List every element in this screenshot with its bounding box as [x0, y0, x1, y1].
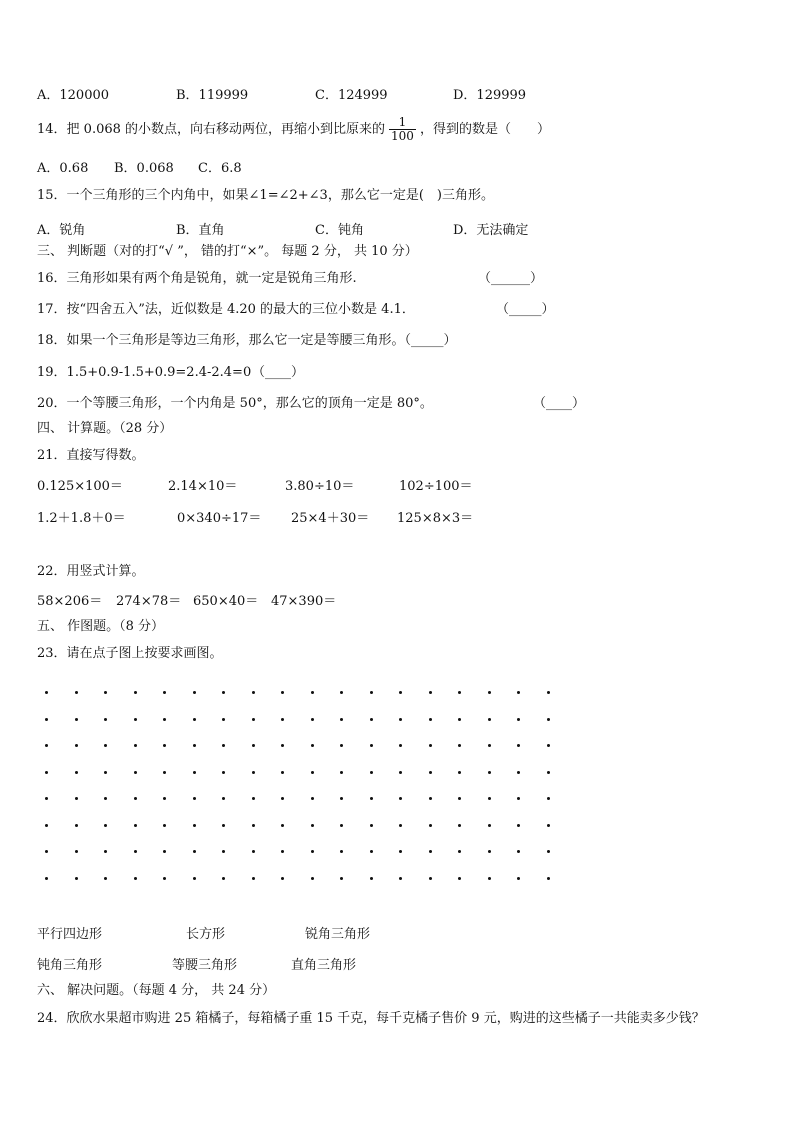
grid-dot[interactable] — [488, 850, 491, 853]
grid-dot[interactable] — [281, 877, 284, 880]
grid-dot[interactable] — [252, 691, 255, 694]
q14-option-b: B．0.068 — [114, 161, 174, 176]
grid-dot[interactable] — [488, 824, 491, 827]
q19-answer-blank[interactable]: （____） — [252, 365, 305, 380]
shape-label: 锐角三角形 — [305, 927, 371, 942]
grid-dot[interactable] — [488, 797, 491, 800]
grid-dot[interactable] — [222, 797, 225, 800]
grid-dot[interactable] — [163, 797, 166, 800]
grid-dot[interactable] — [370, 824, 373, 827]
question-18: 18．如果一个三角形是等边三角形，那么它一定是等腰三角形。（_____） — [37, 333, 457, 348]
grid-dot[interactable] — [134, 877, 137, 880]
grid-dot[interactable] — [193, 691, 196, 694]
grid-dot[interactable] — [517, 718, 520, 721]
grid-dot[interactable] — [311, 744, 314, 747]
question-23-title: 23．请在点子图上按要求画图。 — [37, 646, 223, 661]
q22-item: 274×78＝ — [116, 594, 182, 609]
grid-dot[interactable] — [281, 850, 284, 853]
q15-option-b: B．直角 — [176, 223, 225, 238]
grid-dot[interactable] — [517, 771, 520, 774]
q14-prefix: 14．把 0.068 的小数点，向右移动两位，再缩小到比原来的 — [37, 122, 386, 137]
grid-dot[interactable] — [458, 797, 461, 800]
grid-dot[interactable] — [311, 877, 314, 880]
grid-dot[interactable] — [547, 771, 550, 774]
shape-label: 长方形 — [186, 927, 226, 942]
grid-dot[interactable] — [193, 744, 196, 747]
grid-dot[interactable] — [488, 744, 491, 747]
grid-dot[interactable] — [75, 718, 78, 721]
grid-dot[interactable] — [163, 850, 166, 853]
grid-dot[interactable] — [252, 824, 255, 827]
shape-label: 平行四边形 — [37, 927, 103, 942]
grid-dot[interactable] — [281, 771, 284, 774]
q14-option-c: C．6.8 — [198, 161, 242, 176]
grid-dot[interactable] — [163, 691, 166, 694]
grid-dot[interactable] — [222, 744, 225, 747]
question-22-title: 22．用竖式计算。 — [37, 564, 145, 579]
grid-dot[interactable] — [429, 771, 432, 774]
grid-dot[interactable] — [252, 877, 255, 880]
question-20: 20．一个等腰三角形，一个内角是 50°，那么它的顶角一定是 80°。 — [37, 396, 433, 411]
grid-dot[interactable] — [75, 877, 78, 880]
grid-dot[interactable] — [429, 797, 432, 800]
grid-dot[interactable] — [222, 771, 225, 774]
q21-item: 0×340÷17＝ — [177, 511, 262, 526]
grid-dot[interactable] — [311, 850, 314, 853]
grid-dot[interactable] — [163, 824, 166, 827]
grid-dot[interactable] — [488, 718, 491, 721]
grid-dot[interactable] — [458, 718, 461, 721]
grid-dot[interactable] — [399, 850, 402, 853]
grid-dot[interactable] — [75, 850, 78, 853]
grid-dot[interactable] — [340, 824, 343, 827]
grid-dot[interactable] — [134, 718, 137, 721]
grid-dot[interactable] — [399, 797, 402, 800]
grid-dot[interactable] — [193, 850, 196, 853]
grid-dot[interactable] — [399, 691, 402, 694]
grid-dot[interactable] — [75, 691, 78, 694]
grid-dot[interactable] — [517, 797, 520, 800]
q15-option-d: D．无法确定 — [453, 223, 529, 238]
grid-dot[interactable] — [311, 718, 314, 721]
q21-item: 102÷100＝ — [399, 479, 473, 494]
grid-dot[interactable] — [222, 850, 225, 853]
question-15: 15．一个三角形的三个内角中，如果∠1=∠2+∠3，那么它一定是( )三角形。 — [37, 188, 494, 203]
grid-dot[interactable] — [458, 744, 461, 747]
grid-dot[interactable] — [517, 691, 520, 694]
grid-dot[interactable] — [547, 850, 550, 853]
grid-dot[interactable] — [45, 771, 48, 774]
grid-dot[interactable] — [75, 797, 78, 800]
grid-dot[interactable] — [104, 824, 107, 827]
question-16: 16．三角形如果有两个角是锐角，就一定是锐角三角形. — [37, 271, 357, 286]
grid-dot[interactable] — [458, 691, 461, 694]
q13-option-a: A．120000 — [37, 88, 110, 103]
section-5-heading: 五、 作图题。（8 分） — [37, 619, 165, 634]
grid-dot[interactable] — [429, 877, 432, 880]
grid-dot[interactable] — [370, 691, 373, 694]
grid-dot[interactable] — [134, 771, 137, 774]
grid-dot[interactable] — [370, 877, 373, 880]
grid-dot[interactable] — [547, 877, 550, 880]
q20-answer-blank[interactable]: （____） — [533, 396, 586, 411]
grid-dot[interactable] — [340, 797, 343, 800]
shape-label: 等腰三角形 — [172, 958, 238, 973]
grid-dot[interactable] — [75, 744, 78, 747]
grid-dot[interactable] — [252, 797, 255, 800]
grid-dot[interactable] — [458, 877, 461, 880]
q21-item: 125×8×3＝ — [397, 511, 474, 526]
q21-item: 25×4＋30＝ — [291, 511, 370, 526]
q14-fraction-numerator: 1 — [389, 116, 416, 130]
grid-dot[interactable] — [340, 744, 343, 747]
grid-dot[interactable] — [399, 718, 402, 721]
grid-dot[interactable] — [370, 744, 373, 747]
grid-dot[interactable] — [488, 877, 491, 880]
grid-dot[interactable] — [134, 691, 137, 694]
question-21-title: 21．直接写得数。 — [37, 448, 145, 463]
grid-dot[interactable] — [429, 850, 432, 853]
grid-dot[interactable] — [370, 797, 373, 800]
grid-dot[interactable] — [252, 771, 255, 774]
shape-label: 钝角三角形 — [37, 958, 103, 973]
grid-dot[interactable] — [370, 850, 373, 853]
grid-dot[interactable] — [252, 718, 255, 721]
question-19: 19．1.5+0.9-1.5+0.9=2.4-2.4=0 — [37, 365, 252, 380]
grid-dot[interactable] — [399, 877, 402, 880]
grid-dot[interactable] — [45, 691, 48, 694]
section-3-heading: 三、 判断题（对的打“√ ”， 错的打“×”。 每题 2 分， 共 10 分） — [37, 244, 418, 259]
grid-dot[interactable] — [193, 718, 196, 721]
grid-dot[interactable] — [134, 850, 137, 853]
grid-dot[interactable] — [75, 771, 78, 774]
q15-option-a: A．锐角 — [37, 223, 86, 238]
grid-dot[interactable] — [45, 718, 48, 721]
question-17: 17．按“四舍五入”法，近似数是 4.20 的最大的三位小数是 4.1． — [37, 302, 415, 317]
grid-dot[interactable] — [488, 771, 491, 774]
grid-dot[interactable] — [547, 691, 550, 694]
q16-answer-blank[interactable]: （______） — [478, 271, 544, 286]
grid-dot[interactable] — [45, 877, 48, 880]
grid-dot[interactable] — [104, 877, 107, 880]
grid-dot[interactable] — [45, 824, 48, 827]
q14-fraction — [389, 116, 416, 143]
q22-item: 650×40＝ — [193, 594, 259, 609]
q21-item: 1.2＋1.8＋0＝ — [37, 511, 126, 526]
grid-dot[interactable] — [547, 797, 550, 800]
q15-option-c: C．钝角 — [315, 223, 364, 238]
grid-dot[interactable] — [104, 771, 107, 774]
grid-dot[interactable] — [104, 850, 107, 853]
grid-dot[interactable] — [399, 744, 402, 747]
q22-item: 58×206＝ — [37, 594, 103, 609]
grid-dot[interactable] — [281, 744, 284, 747]
grid-dot[interactable] — [193, 877, 196, 880]
grid-dot[interactable] — [429, 691, 432, 694]
grid-dot[interactable] — [104, 691, 107, 694]
grid-dot[interactable] — [458, 771, 461, 774]
grid-dot[interactable] — [517, 877, 520, 880]
q22-item: 47×390＝ — [271, 594, 337, 609]
q14-suffix: ，得到的数是（ ） — [419, 122, 550, 137]
grid-dot[interactable] — [163, 771, 166, 774]
q14-option-a: A．0.68 — [37, 161, 89, 176]
grid-dot[interactable] — [104, 744, 107, 747]
grid-dot[interactable] — [340, 771, 343, 774]
grid-dot[interactable] — [517, 850, 520, 853]
grid-dot[interactable] — [75, 824, 78, 827]
grid-dot[interactable] — [429, 744, 432, 747]
grid-dot[interactable] — [45, 744, 48, 747]
grid-dot[interactable] — [134, 824, 137, 827]
grid-dot[interactable] — [340, 877, 343, 880]
grid-dot[interactable] — [340, 691, 343, 694]
grid-dot[interactable] — [547, 744, 550, 747]
grid-dot[interactable] — [311, 771, 314, 774]
grid-dot[interactable] — [252, 850, 255, 853]
question-24: 24．欣欣水果超市购进 25 箱橘子，每箱橘子重 15 千克，每千克橘子售价 9 元，购进的这些橘子一共能卖多少钱？ — [37, 1011, 705, 1026]
grid-dot[interactable] — [281, 824, 284, 827]
grid-dot[interactable] — [311, 824, 314, 827]
q17-answer-blank[interactable]: （_____） — [496, 302, 555, 317]
grid-dot[interactable] — [547, 718, 550, 721]
shape-label: 直角三角形 — [291, 958, 357, 973]
grid-dot[interactable] — [45, 850, 48, 853]
grid-dot[interactable] — [399, 824, 402, 827]
q14-fraction-denominator: 100 — [391, 129, 414, 143]
q13-option-b: B．119999 — [176, 88, 249, 103]
grid-dot[interactable] — [163, 744, 166, 747]
grid-dot[interactable] — [340, 718, 343, 721]
section-4-heading: 四、 计算题。（28 分） — [37, 421, 173, 436]
grid-dot[interactable] — [281, 718, 284, 721]
grid-dot[interactable] — [311, 797, 314, 800]
grid-dot[interactable] — [399, 771, 402, 774]
q13-option-c: C．124999 — [315, 88, 388, 103]
grid-dot[interactable] — [281, 797, 284, 800]
grid-dot[interactable] — [222, 824, 225, 827]
grid-dot[interactable] — [222, 877, 225, 880]
grid-dot[interactable] — [104, 797, 107, 800]
grid-dot[interactable] — [222, 691, 225, 694]
grid-dot[interactable] — [429, 718, 432, 721]
grid-dot[interactable] — [281, 691, 284, 694]
grid-dot[interactable] — [45, 797, 48, 800]
grid-dot[interactable] — [517, 744, 520, 747]
grid-dot[interactable] — [340, 850, 343, 853]
grid-dot[interactable] — [547, 824, 550, 827]
q21-item: 2.14×10＝ — [168, 479, 238, 494]
grid-dot[interactable] — [193, 797, 196, 800]
grid-dot[interactable] — [104, 718, 107, 721]
question-14 — [37, 116, 550, 143]
grid-dot[interactable] — [134, 744, 137, 747]
grid-dot[interactable] — [488, 691, 491, 694]
grid-dot[interactable] — [517, 824, 520, 827]
section-6-heading: 六、 解决问题。（每题 4 分， 共 24 分） — [37, 983, 276, 998]
grid-dot[interactable] — [163, 877, 166, 880]
q21-item: 0.125×100＝ — [37, 479, 123, 494]
grid-dot[interactable] — [370, 771, 373, 774]
grid-dot[interactable] — [134, 797, 137, 800]
grid-dot[interactable] — [222, 718, 225, 721]
grid-dot[interactable] — [370, 718, 373, 721]
grid-dot[interactable] — [163, 718, 166, 721]
grid-dot[interactable] — [193, 824, 196, 827]
grid-dot[interactable] — [193, 771, 196, 774]
q13-option-d: D．129999 — [453, 88, 527, 103]
q21-item: 3.80÷10＝ — [285, 479, 355, 494]
grid-dot[interactable] — [252, 744, 255, 747]
dot-grid[interactable] — [40, 686, 560, 906]
grid-dot[interactable] — [458, 850, 461, 853]
grid-dot[interactable] — [458, 824, 461, 827]
grid-dot[interactable] — [429, 824, 432, 827]
grid-dot[interactable] — [311, 691, 314, 694]
